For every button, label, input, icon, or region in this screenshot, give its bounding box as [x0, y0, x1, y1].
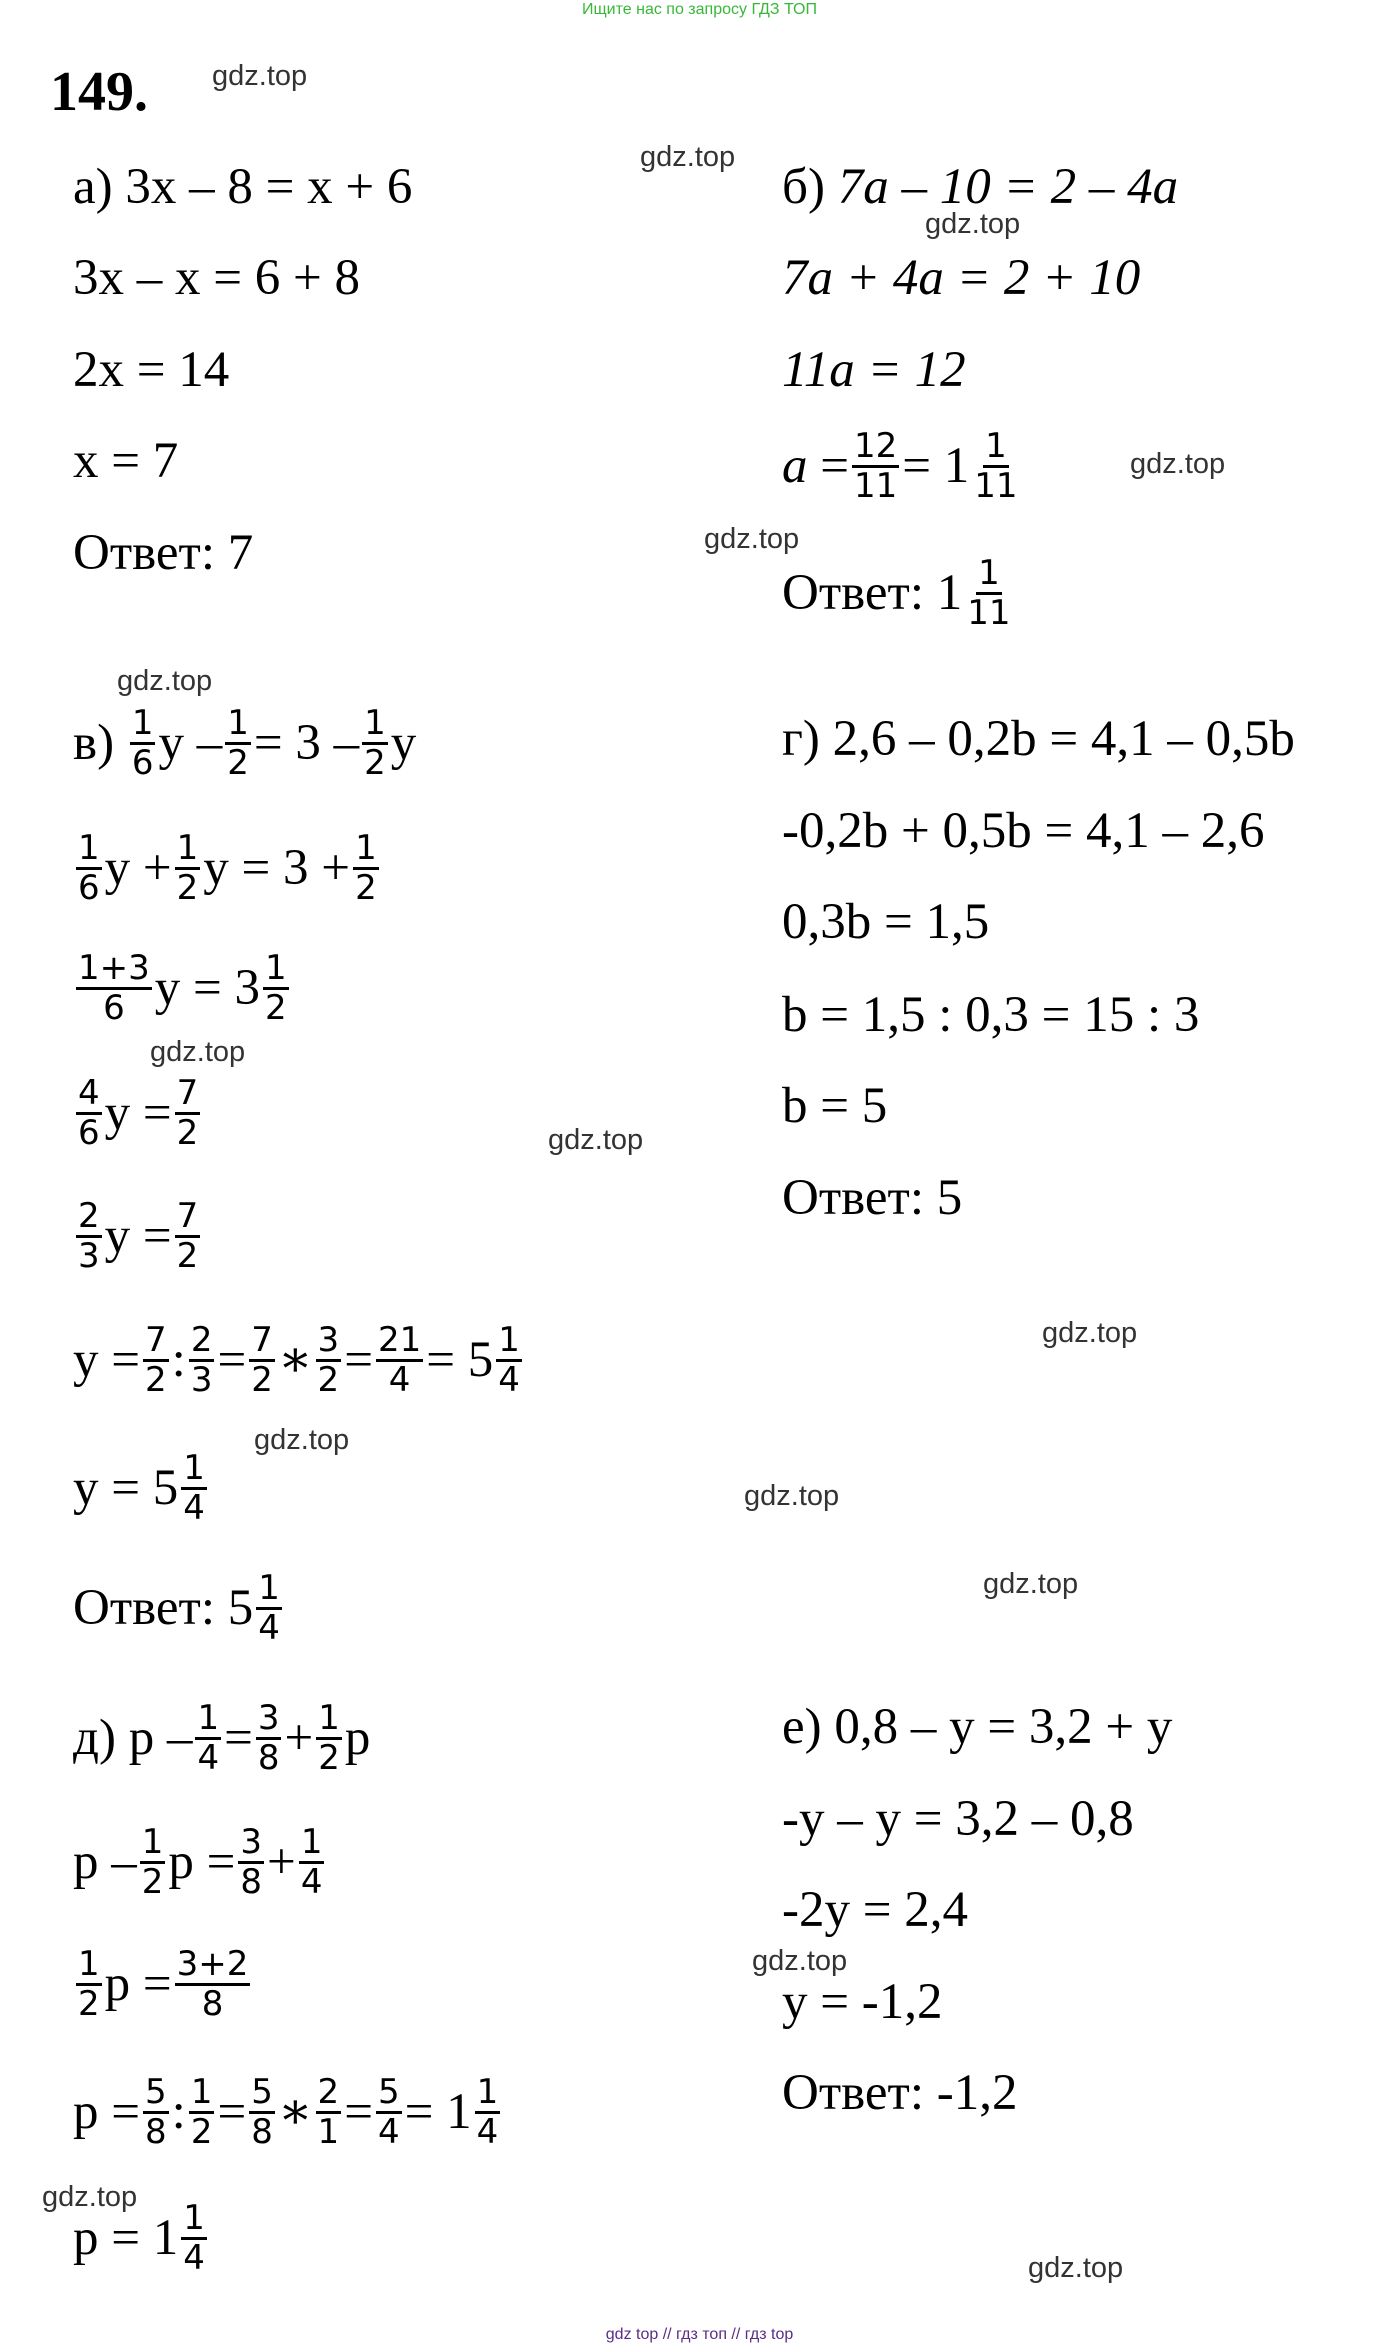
part-e-line-3: -2y = 2,4: [782, 1882, 968, 1938]
watermark: gdz.top: [752, 1945, 848, 1977]
watermark: gdz.top: [117, 665, 213, 697]
part-a-line-1: а) 3x – 8 = x + 6: [73, 159, 413, 215]
part-e-line-2: -y – y = 3,2 – 0,8: [782, 1791, 1134, 1847]
part-g-line-4: b = 1,5 : 0,3 = 15 : 3: [782, 987, 1200, 1043]
part-e-line-4: y = -1,2: [782, 1974, 943, 2030]
part-a-line-2: 3x – x = 6 + 8: [73, 250, 361, 306]
part-v-line-2: 1 6 y + $\frac{1}{2}$ y = 3 + $\frac{1}{2}$: [78, 828, 377, 909]
part-v-line-5: 2 3 y = $\frac{7}{2}$: [78, 1196, 199, 1277]
watermark: gdz.top: [42, 2181, 138, 2213]
watermark: gdz.top: [150, 1036, 246, 1068]
part-b-line-4: a = $\frac{12}{11}$ = 1 1 11: [782, 426, 1018, 507]
part-g-answer: Ответ: 5: [782, 1170, 963, 1226]
problem-number: 149.: [50, 61, 148, 123]
part-v-line-4: 4 6 y = $\frac{7}{2}$: [78, 1073, 199, 1154]
watermark: gdz.top: [925, 208, 1021, 240]
part-b-line-2: 7a + 4a = 2 + 10: [782, 250, 1141, 306]
part-b-line-3: 11a = 12: [782, 342, 966, 398]
watermark: gdz.top: [1028, 2252, 1124, 2284]
part-d-line-5: p = 1 1 4: [73, 2198, 205, 2279]
footer-links[interactable]: gdz top // гдз топ // гдз top: [605, 2326, 794, 2343]
watermark: gdz.top: [254, 1424, 350, 1456]
part-d-line-1: д) p – $\frac{1}{4}$ = $\frac{3}{8}$ + $\frac{1}{2}$ p: [73, 1698, 371, 1779]
part-v-line-6: y = $\frac{7}{2}$ : $\frac{2}{3}$ = $\frac{7}{2}$ ∗ $\frac{3}{2}$ = $\frac{21}{4}$ = 5 1 4: [73, 1320, 520, 1401]
part-d-line-3: 1 2 p = $\frac{3+2}{8}$: [78, 1944, 249, 2025]
part-g-line-2: -0,2b + 0,5b = 4,1 – 2,6: [782, 803, 1265, 859]
part-e-answer: Ответ: -1,2: [782, 2065, 1018, 2121]
watermark: gdz.top: [548, 1124, 644, 1156]
part-d-line-2: p – 1 2 p = $\frac{3}{8}$ + $\frac{1}{4}$: [73, 1822, 323, 1903]
part-b-answer: Ответ: 1 1 11: [782, 553, 1011, 634]
part-v-line-3: 1+3 6 y = 3 1 2: [78, 948, 287, 1029]
watermark: gdz.top: [1042, 1317, 1138, 1349]
watermark: gdz.top: [704, 523, 800, 555]
part-a-line-3: 2x = 14: [73, 342, 230, 398]
part-g-line-5: b = 5: [782, 1078, 888, 1134]
part-b-line-1: б) 7a – 10 = 2 – 4a: [782, 159, 1179, 215]
watermark: gdz.top: [1130, 448, 1226, 480]
part-a-line-4: x = 7: [73, 433, 179, 489]
part-v-line-7: y = 5 1 4: [73, 1448, 205, 1529]
watermark: gdz.top: [983, 1568, 1079, 1600]
part-d-line-4: p = $\frac{5}{8}$ : $\frac{1}{2}$ = $\frac{5}{8}$ ∗ $\frac{2}{1}$ = $\frac{5}{4}$ = 1 1 4: [73, 2072, 499, 2153]
part-v-answer: Ответ: 5 1 4: [73, 1568, 280, 1649]
part-v-line-1: в) 1 6 y – $\frac{1}{2}$ = 3 – 1 2 y: [73, 703, 417, 784]
part-a-answer: Ответ: 7: [73, 525, 254, 581]
search-banner[interactable]: Ищите нас по запросу ГДЗ ТОП: [582, 1, 817, 18]
part-g-line-3: 0,3b = 1,5: [782, 894, 990, 950]
watermark: gdz.top: [640, 141, 736, 173]
watermark: gdz.top: [744, 1480, 840, 1512]
watermark: gdz.top: [212, 60, 308, 92]
part-e-line-1: е) 0,8 – y = 3,2 + y: [782, 1699, 1173, 1755]
part-g-line-1: г) 2,6 – 0,2b = 4,1 – 0,5b: [782, 711, 1295, 767]
